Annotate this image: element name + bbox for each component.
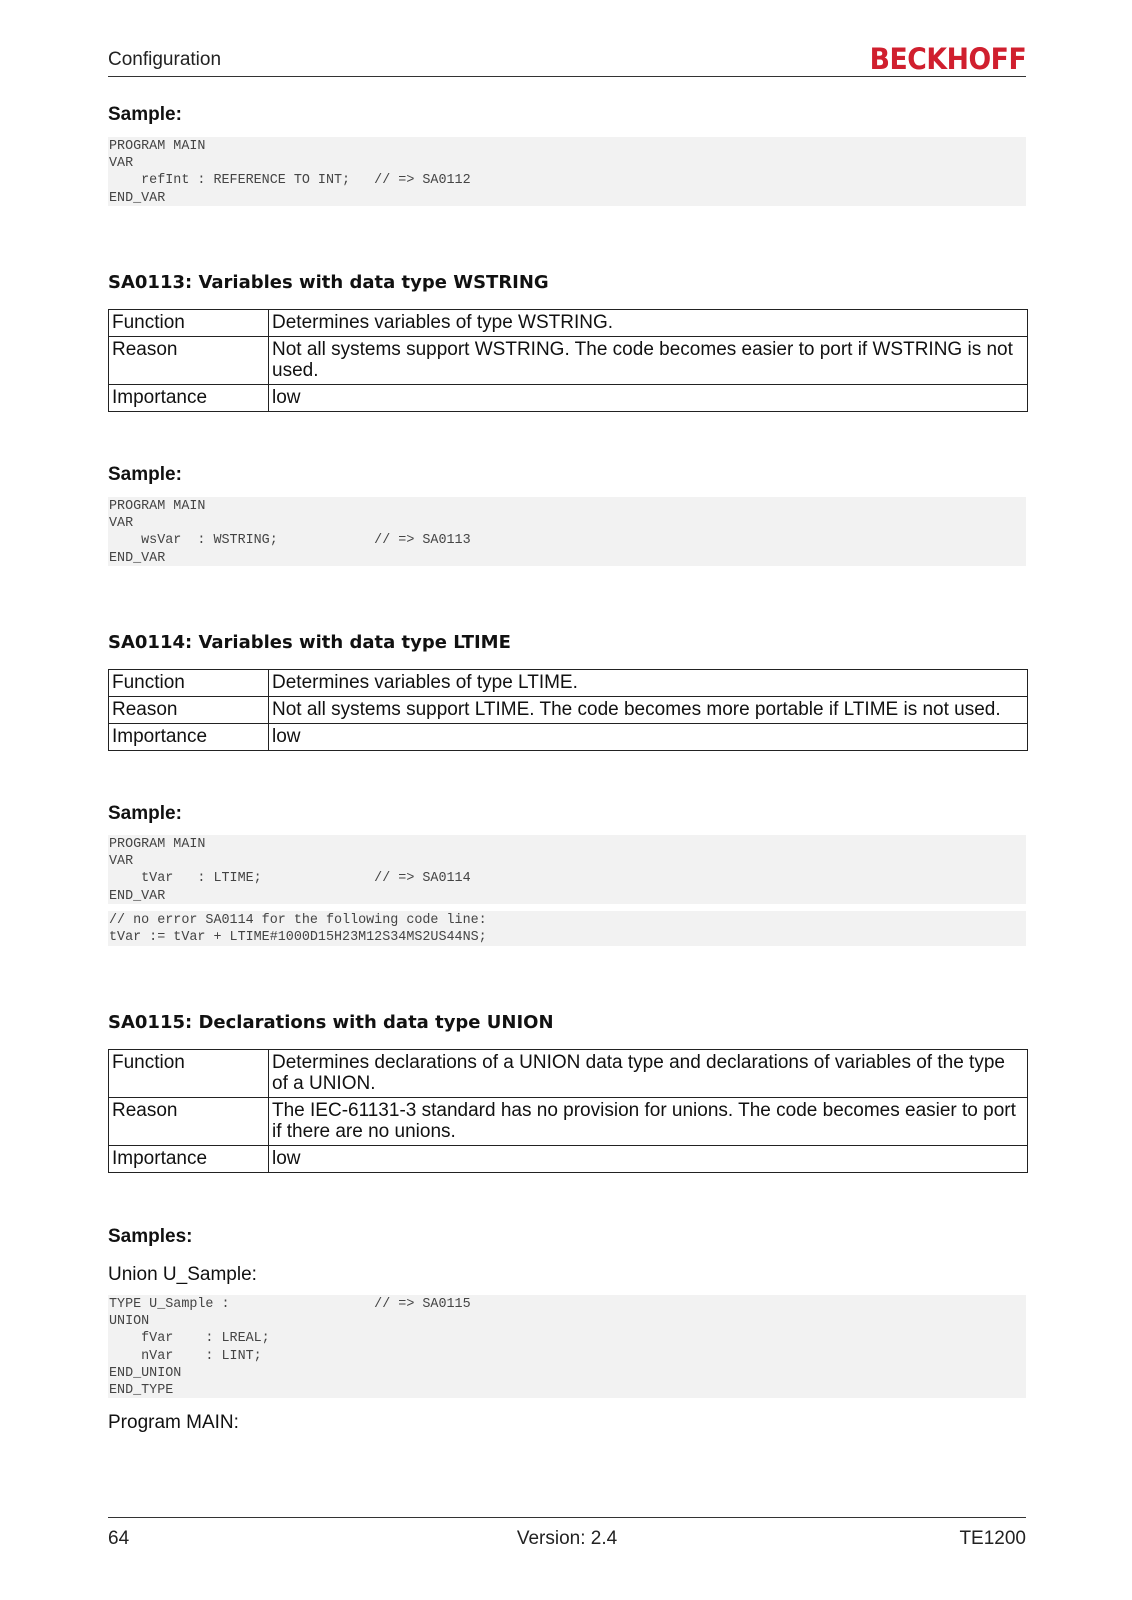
brand-logo: BECKHOFF bbox=[869, 42, 1026, 76]
page-number: 64 bbox=[108, 1528, 130, 1549]
rule-table-sa0115 bbox=[108, 1049, 1028, 1173]
row-key: Importance bbox=[109, 1146, 269, 1173]
table-row bbox=[109, 337, 1028, 385]
table-row bbox=[109, 1098, 1028, 1146]
table-row bbox=[109, 1050, 1028, 1098]
table-row bbox=[109, 385, 1028, 412]
page-header bbox=[108, 44, 1026, 77]
sample-heading: Sample: bbox=[108, 464, 182, 485]
page-footer bbox=[108, 1517, 1026, 1558]
row-key: Reason bbox=[109, 697, 269, 724]
row-value: Determines variables of type LTIME. bbox=[269, 670, 1028, 697]
row-key: Importance bbox=[109, 724, 269, 751]
code-block: PROGRAM MAIN VAR refInt : REFERENCE TO INT; // => SA0112 END_VAR bbox=[108, 137, 1026, 206]
row-value: Determines declarations of a UNION data type and declarations of variables of the type of a UNION. bbox=[269, 1050, 1028, 1098]
row-key: Reason bbox=[109, 1098, 269, 1146]
rule-heading-sa0115: SA0115: Declarations with data type UNION bbox=[108, 1012, 554, 1033]
table-row bbox=[109, 310, 1028, 337]
sample-heading: Sample: bbox=[108, 803, 182, 824]
row-value: The IEC-61131-3 standard has no provision for unions. The code becomes easier to port if there are no unions. bbox=[269, 1098, 1028, 1146]
row-key: Function bbox=[109, 310, 269, 337]
code-block: TYPE U_Sample : // => SA0115 UNION fVar : LREAL; nVar : LINT; END_UNION END_TYPE bbox=[108, 1295, 1026, 1398]
rule-table-sa0114 bbox=[108, 669, 1028, 751]
samples-heading: Samples: bbox=[108, 1226, 193, 1247]
document-id: TE1200 bbox=[959, 1528, 1026, 1549]
row-value: low bbox=[269, 724, 1028, 751]
row-key: Importance bbox=[109, 385, 269, 412]
rule-table-sa0113 bbox=[108, 309, 1028, 412]
table-row bbox=[109, 697, 1028, 724]
program-caption: Program MAIN: bbox=[108, 1412, 239, 1433]
table-row bbox=[109, 724, 1028, 751]
row-value: Determines variables of type WSTRING. bbox=[269, 310, 1028, 337]
section-title: Configuration bbox=[108, 49, 222, 70]
version-label: Version: 2.4 bbox=[516, 1528, 618, 1549]
code-block: // no error SA0114 for the following code line: tVar := tVar + LTIME#1000D15H23M12S34MS2US44NS; bbox=[108, 911, 1026, 946]
union-caption: Union U_Sample: bbox=[108, 1264, 257, 1285]
sample-heading: Sample: bbox=[108, 104, 182, 125]
table-row bbox=[109, 1146, 1028, 1173]
row-key: Function bbox=[109, 1050, 269, 1098]
row-key: Reason bbox=[109, 337, 269, 385]
row-value: low bbox=[269, 1146, 1028, 1173]
rule-heading-sa0114: SA0114: Variables with data type LTIME bbox=[108, 632, 511, 653]
row-value: low bbox=[269, 385, 1028, 412]
rule-heading-sa0113: SA0113: Variables with data type WSTRING bbox=[108, 272, 549, 293]
code-block: PROGRAM MAIN VAR wsVar : WSTRING; // => SA0113 END_VAR bbox=[108, 497, 1026, 566]
row-key: Function bbox=[109, 670, 269, 697]
code-block: PROGRAM MAIN VAR tVar : LTIME; // => SA0114 END_VAR bbox=[108, 835, 1026, 904]
row-value: Not all systems support LTIME. The code becomes more portable if LTIME is not used. bbox=[269, 697, 1028, 724]
table-row bbox=[109, 670, 1028, 697]
row-value: Not all systems support WSTRING. The code becomes easier to port if WSTRING is not used. bbox=[269, 337, 1028, 385]
